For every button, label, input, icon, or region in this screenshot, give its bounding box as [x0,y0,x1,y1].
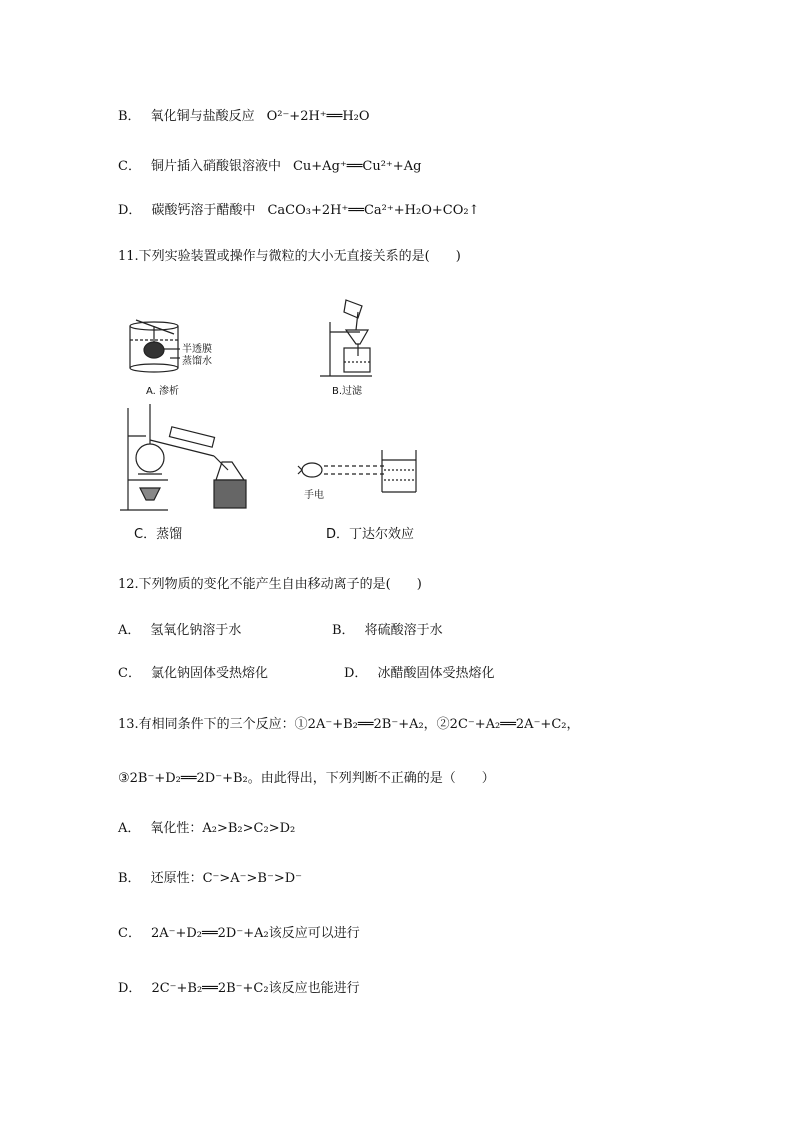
q12-option-b [332,622,443,640]
filtration-apparatus [320,300,372,376]
label-filtration: B.过滤 [332,386,363,397]
option-letter: B． [118,871,141,886]
option-text: 将硫酸溶于水 [364,623,443,638]
q12-option-d [344,665,494,683]
q13-option-a [118,820,295,838]
q13-stem-line2: ③2B⁻+D₂══2D⁻+B₂。由此得出，下列判断不正确的是（ ） [118,771,495,786]
q13-option-c [118,925,360,943]
option-letter: C． [118,666,141,681]
option-text: 氧化铜与盐酸反应 [150,109,255,124]
option-text: 还原性：C⁻>A⁻>B⁻>D⁻ [150,871,302,886]
option-letter: D． [118,981,142,996]
q13-option-d [118,980,360,998]
option-letter: D． [344,666,368,681]
option-text: 冰醋酸固体受热熔化 [377,666,495,681]
option-letter: B． [118,109,141,124]
q13-stem-line1: 13.有相同条件下的三个反应：①2A⁻+B₂══2B⁻+A₂，②2C⁻+A₂══2A⁻+C₂， [118,717,580,732]
option-text: 2C⁻+B₂══2B⁻+C₂该反应也能进行 [151,981,360,996]
option-equation: Cu+Ag⁺══Cu²⁺+Ag [292,159,422,174]
option-equation: CaCO₃+2H⁺══Ca²⁺+H₂O+CO₂↑ [267,203,480,218]
option-text: 氧化性：A₂>B₂>C₂>D₂ [150,821,296,836]
option-letter: C． [118,159,141,174]
q12-option-a [118,622,241,640]
option-letter: D． [118,203,142,218]
option-letter: B． [332,623,355,638]
q10-option-c [118,158,421,176]
label-semipermeable: 半透膜 [182,344,212,355]
q13-option-b [118,870,302,888]
label-dialysis: A. 渗析 [146,386,180,397]
label-flashlight: 手电 [304,490,324,501]
option-letter: A． [118,821,141,836]
q12-option-c [118,665,268,683]
label-tyndall: D．丁达尔效应 [326,527,415,542]
q11-stem: 11.下列实验装置或操作与微粒的大小无直接关系的是( ) [118,249,461,264]
q12-stem: 12.下列物质的变化不能产生自由移动离子的是( ) [118,577,422,592]
dialysis-apparatus [130,320,180,372]
option-letter: C． [118,926,141,941]
q10-option-d [118,202,479,220]
option-text: 铜片插入硝酸银溶液中 [150,159,281,174]
distillation-apparatus [120,404,246,510]
option-equation: O²⁻+2H⁺══H₂O [266,109,370,124]
option-text: 氢氧化钠溶于水 [150,623,242,638]
option-text: 碳酸钙溶于醋酸中 [151,203,256,218]
option-text: 氯化钠固体受热熔化 [150,666,268,681]
option-text: 2A⁻+D₂══2D⁻+A₂该反应可以进行 [150,926,360,941]
label-distilled-water: 蒸馏水 [182,356,212,367]
option-letter: A． [118,623,141,638]
q10-option-b [118,108,370,126]
label-distillation: C．蒸馏 [134,527,183,542]
